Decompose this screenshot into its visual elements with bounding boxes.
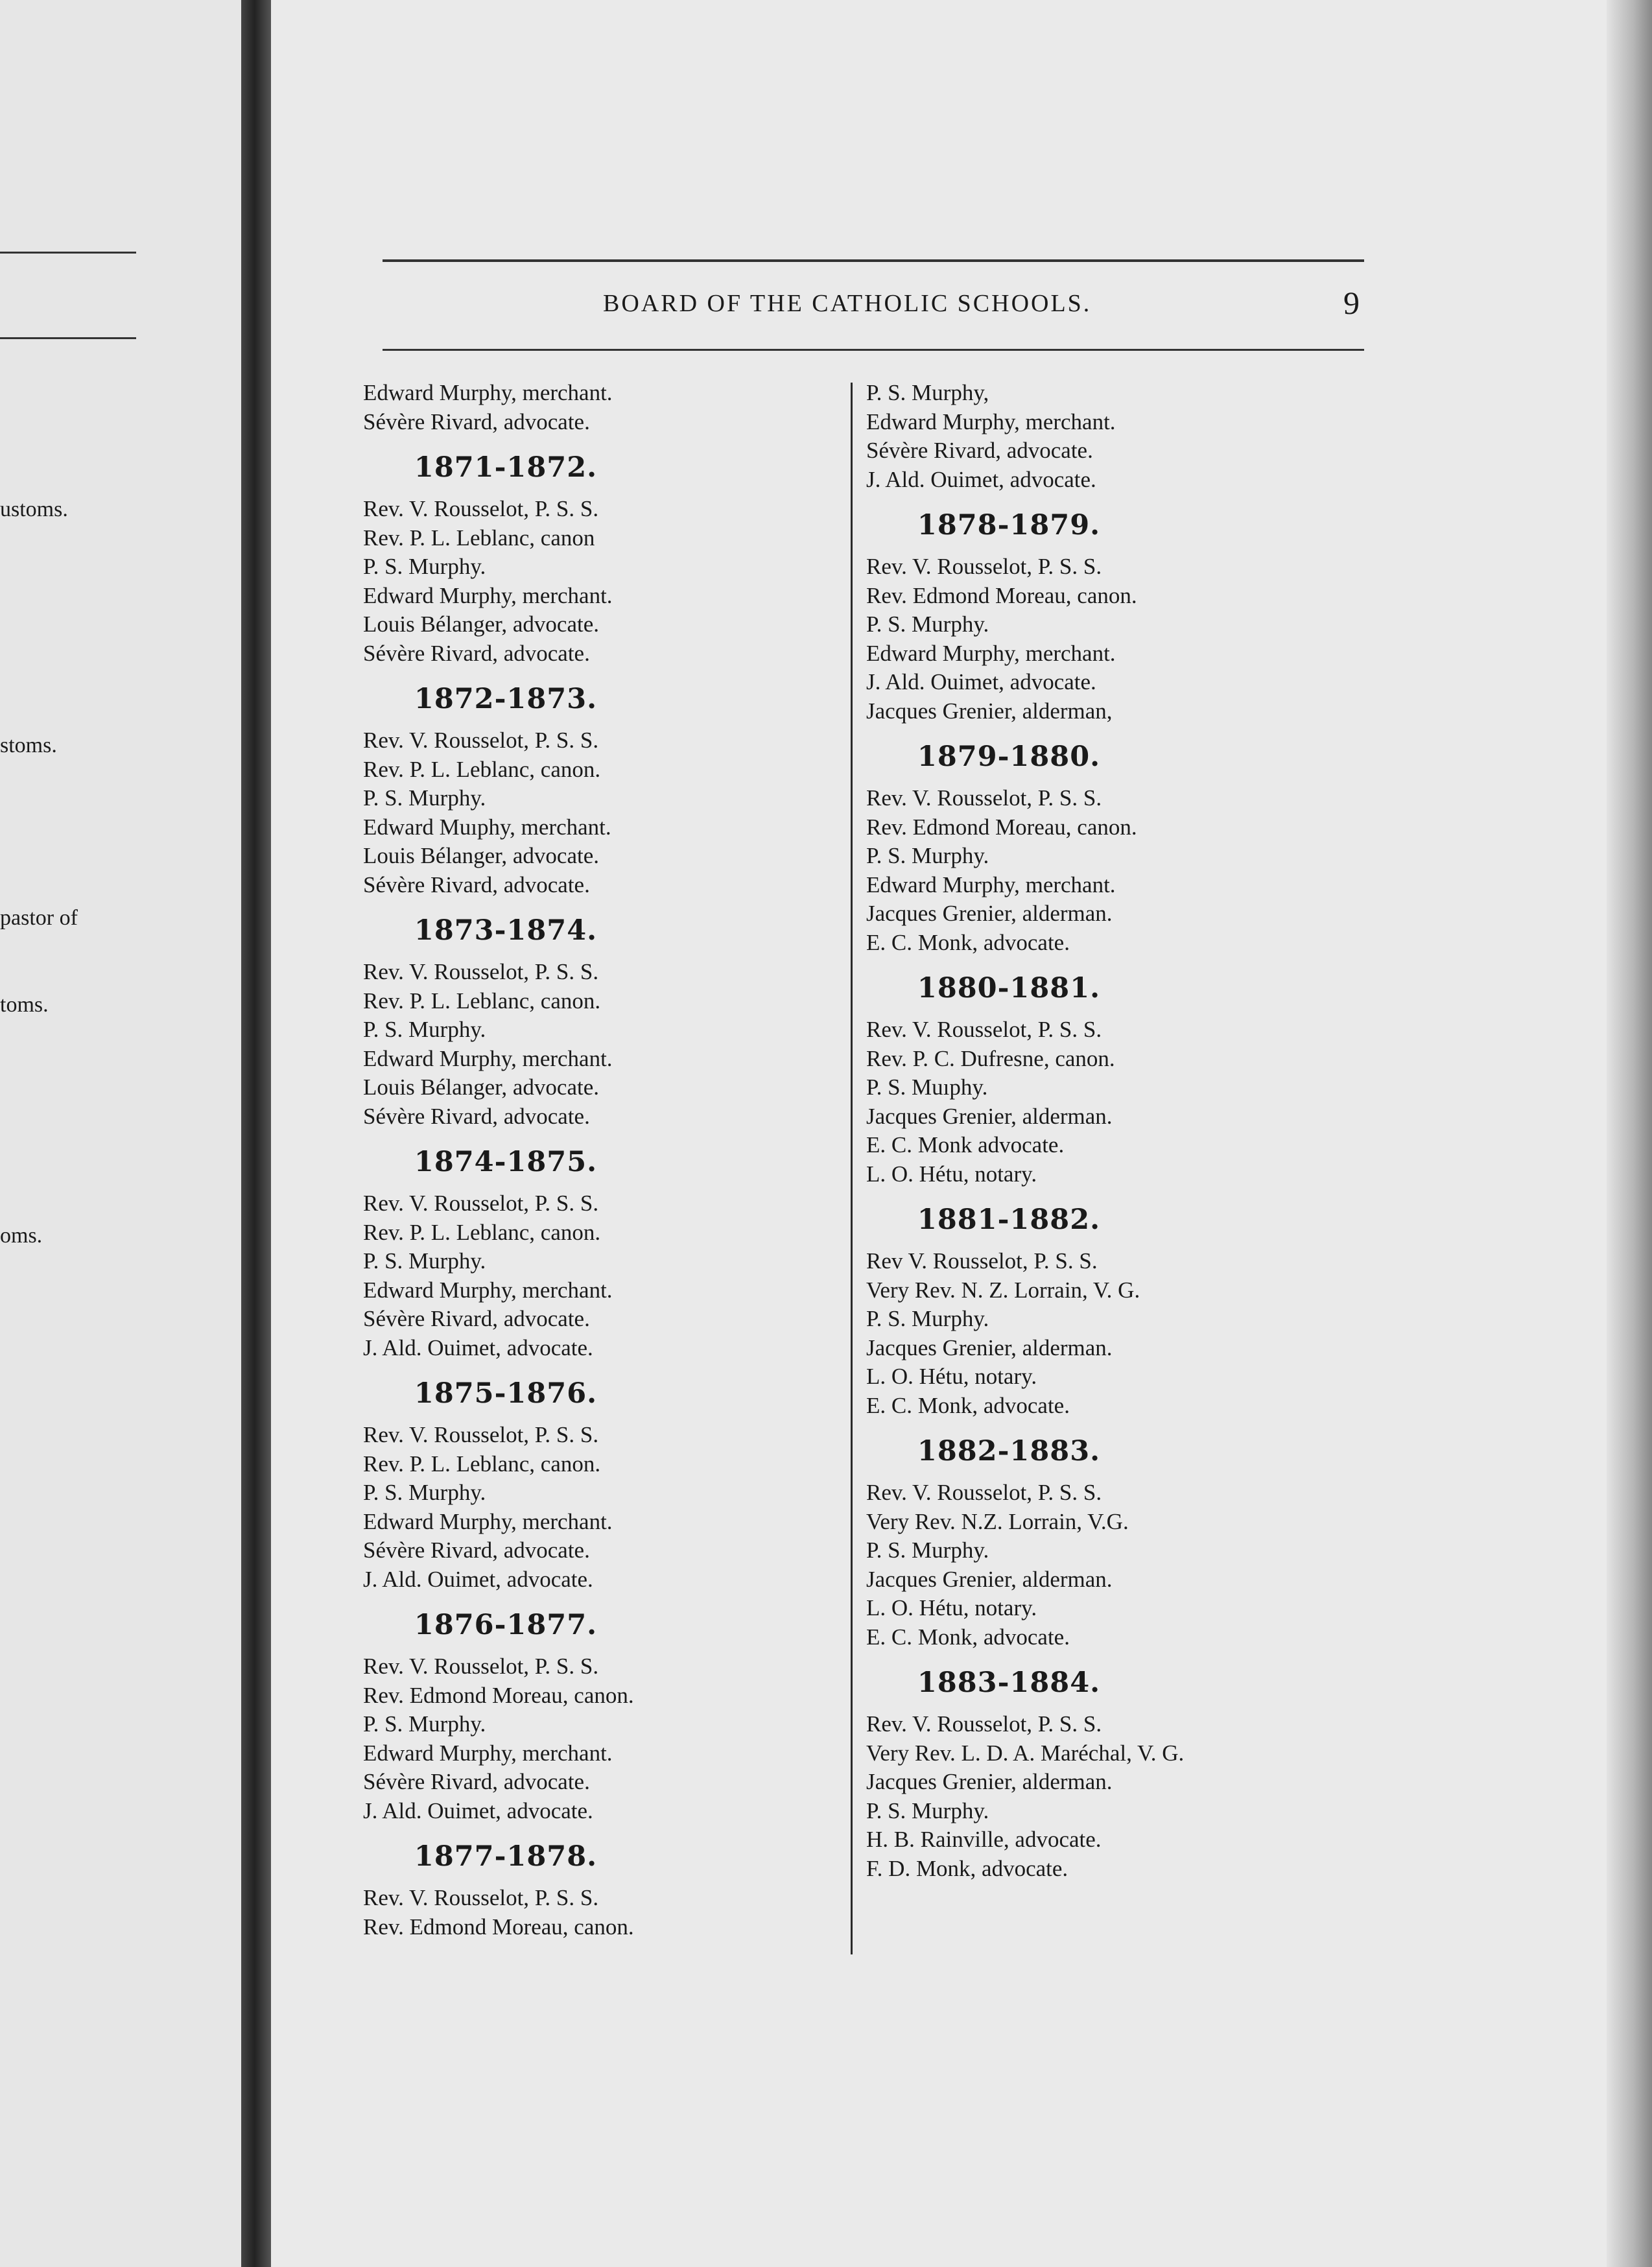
member-line: J. Ald. Ouimet, advocate. [363, 1566, 593, 1592]
member-line: P. S. Murphy. [866, 1537, 989, 1563]
left-page-rule [0, 337, 136, 339]
member-line: E. C. Monk, advocate. [866, 1624, 1070, 1650]
member-line: P. S. Murphy. [866, 1798, 989, 1823]
left-column [363, 379, 843, 1941]
member-line: Sévère Rivard, advocate. [363, 1537, 590, 1563]
year-block [363, 1606, 843, 1825]
member-line: H. B. Rainville, advocate. [866, 1827, 1102, 1852]
year-heading: 1871-1872. [414, 451, 598, 484]
member-line: Rev. V. Rousselot, P. S. S. [363, 1191, 599, 1216]
left-page-fragment: oms. [0, 1224, 43, 1248]
member-line: Rev. Edmond Moreau, canon. [866, 814, 1137, 840]
member-line: J. Ald. Ouimet, advocate. [363, 1798, 593, 1823]
member-line: L. O. Hétu, notary. [866, 1161, 1037, 1187]
year-heading: 1883-1884. [917, 1667, 1101, 1699]
member-line: Edward Murphy, merchant. [866, 409, 1116, 434]
member-line: Edward Murphy, merchant. [363, 380, 613, 405]
member-line: Very Rev. N.Z. Lorrain, V.G. [866, 1508, 1129, 1534]
year-block [363, 1374, 843, 1594]
member-line: Louis Bélanger, advocate. [363, 1074, 600, 1100]
member-line: Edward Murphy, merchant. [363, 1277, 613, 1303]
member-line: Louis Bélanger, advocate. [363, 611, 600, 637]
member-line: Rev. Edmond Moreau, canon. [866, 582, 1137, 608]
year-heading: 1881-1882. [917, 1204, 1101, 1236]
member-line: E. C. Monk, advocate. [866, 1392, 1070, 1418]
member-line: P. S. Murphy. [363, 1017, 486, 1042]
member-line: Sévère Rivard, advocate. [866, 438, 1093, 463]
book-gutter [241, 0, 271, 2267]
member-line: Rev. P. L. Leblanc, canon. [363, 1219, 601, 1245]
member-line: Sévère Rivard, advocate. [363, 640, 590, 666]
year-heading: 1876-1877. [414, 1609, 598, 1641]
year-heading: 1879-1880. [917, 741, 1101, 773]
member-line: J. Ald. Ouimet, advocate. [866, 669, 1096, 694]
member-line: Rev. V. Rousselot, P. S. S. [363, 1422, 599, 1447]
left-page [0, 0, 241, 2267]
member-line: E. C. Monk advocate. [866, 1132, 1065, 1157]
year-heading: 1882-1883. [917, 1435, 1101, 1467]
member-line: Rev. V. Rousselot, P. S. S. [866, 1711, 1102, 1737]
member-line: Sévère Rivard, advocate. [363, 1103, 590, 1129]
year-heading: 1872-1873. [414, 683, 598, 715]
right-column [866, 379, 1346, 1883]
member-line: Rev. Edmond Moreau, canon. [363, 1682, 634, 1708]
year-block [363, 1837, 843, 1941]
member-line: J. Ald. Ouimet, advocate. [866, 466, 1096, 492]
left-page-fragment: ustoms. [0, 497, 68, 521]
member-line: Rev. P. L. Leblanc, canon. [363, 988, 601, 1014]
member-line: Sévère Rivard, advocate. [363, 409, 590, 434]
member-line: Rev. V. Rousselot, P. S. S. [363, 959, 599, 984]
member-line: Rev. V. Rousselot, P. S. S. [363, 1885, 599, 1910]
year-block [866, 1200, 1346, 1420]
year-heading: 1880-1881. [917, 972, 1101, 1004]
year-heading: 1873-1874. [414, 914, 598, 947]
member-line: Rev. P. C. Dufresne, canon. [866, 1045, 1115, 1071]
member-line: Edward Murphy, merchant. [866, 872, 1116, 897]
member-line: F. D. Monk, advocate. [866, 1855, 1068, 1881]
member-line: P. S. Muıphy. [866, 1074, 988, 1100]
member-line: Very Rev. N. Z. Lorrain, V. G. [866, 1277, 1140, 1303]
member-line: Rev. V. Rousselot, P. S. S. [866, 1480, 1102, 1505]
running-head: BOARD OF THE CATHOLIC SCHOOLS. [603, 290, 1092, 317]
year-block [866, 1663, 1346, 1883]
member-line: P. S. Murphy. [363, 1480, 486, 1505]
member-line: Rev V. Rousselot, P. S. S. [866, 1248, 1098, 1274]
year-block [866, 506, 1346, 726]
page-edge-shadow [1607, 0, 1652, 2267]
member-line: Jacques Grenier, alderman, [866, 698, 1113, 724]
member-line: Rev. V. Rousselot, P. S. S. [363, 1654, 599, 1679]
member-line: Edward Murphy, merchant. [363, 1045, 613, 1071]
year-block [866, 1432, 1346, 1652]
left-page-rule [0, 252, 136, 254]
year-block [363, 448, 843, 668]
member-line: Louis Bélanger, advocate. [363, 843, 600, 868]
member-line: Sévère Rivard, advocate. [363, 1306, 590, 1331]
year-block [363, 680, 843, 899]
header-top-rule [383, 259, 1364, 262]
year-block [363, 911, 843, 1131]
year-block [363, 1143, 843, 1362]
left-page-fragment: toms. [0, 993, 49, 1017]
member-line: P. S. Murphy. [363, 1248, 486, 1274]
member-line: Jacques Grenier, alderman. [866, 1566, 1113, 1592]
year-block [866, 737, 1346, 957]
member-line: Sévère Rivard, advocate. [363, 1769, 590, 1794]
column-divider [851, 383, 853, 1954]
member-line: J. Ald. Ouimet, advocate. [363, 1335, 593, 1360]
member-line: Rev. V. Rousselot, P. S. S. [363, 728, 599, 753]
year-block [866, 969, 1346, 1189]
member-line: P. S. Murphy, [866, 380, 989, 405]
member-line: Rev. P. L. Leblanc, canon. [363, 1451, 601, 1477]
member-line: Sévère Rivard, advocate. [363, 872, 590, 897]
member-line: Jacques Grenier, alderman. [866, 1335, 1113, 1360]
member-line: Rev. V. Rousselot, P. S. S. [363, 496, 599, 521]
member-line: L. O. Hétu, notary. [866, 1364, 1037, 1389]
member-line: Edward Murphy, merchant. [363, 1508, 613, 1534]
member-line: Rev. P. L. Leblanc, canon. [363, 756, 601, 782]
member-line: Edward Murphy, merchant. [363, 582, 613, 608]
year-block [866, 379, 1346, 494]
member-line: Jacques Grenier, alderman. [866, 1769, 1113, 1794]
member-line: Rev. V. Rousselot, P. S. S. [866, 1017, 1102, 1042]
header-bottom-rule [383, 349, 1364, 351]
year-block [363, 379, 843, 436]
year-heading: 1877-1878. [414, 1840, 598, 1873]
member-line: P. S. Murphy. [866, 1306, 989, 1331]
year-heading: 1878-1879. [917, 509, 1101, 541]
member-line: E. C. Monk, advocate. [866, 929, 1070, 955]
member-line: Edward Muıphy, merchant. [363, 814, 611, 840]
member-line: Rev. V. Rousselot, P. S. S. [866, 554, 1102, 579]
member-line: Rev. V. Rousselot, P. S. S. [866, 785, 1102, 811]
member-line: Jacques Grenier, alderman. [866, 901, 1113, 926]
left-page-fragment: stoms. [0, 733, 57, 757]
member-line: P. S. Murphy. [866, 611, 989, 637]
member-line: P. S. Murphy. [363, 1711, 486, 1737]
member-line: P. S. Murphy. [363, 785, 486, 811]
member-line: Edward Murphy, merchant. [363, 1740, 613, 1766]
page-number: 9 [1343, 285, 1360, 321]
year-heading: 1875-1876. [414, 1377, 598, 1410]
left-page-fragment: pastor of [0, 906, 78, 930]
member-line: P. S. Murphy. [363, 554, 486, 579]
year-heading: 1874-1875. [414, 1146, 598, 1178]
member-line: P. S. Murphy. [866, 843, 989, 868]
member-line: Jacques Grenier, alderman. [866, 1103, 1113, 1129]
member-line: Very Rev. L. D. A. Maréchal, V. G. [866, 1740, 1185, 1766]
member-line: L. O. Hétu, notary. [866, 1595, 1037, 1620]
member-line: Edward Murphy, merchant. [866, 640, 1116, 666]
member-line: Rev. P. L. Leblanc, canon [363, 525, 595, 551]
member-line: Rev. Edmond Moreau, canon. [363, 1914, 634, 1940]
